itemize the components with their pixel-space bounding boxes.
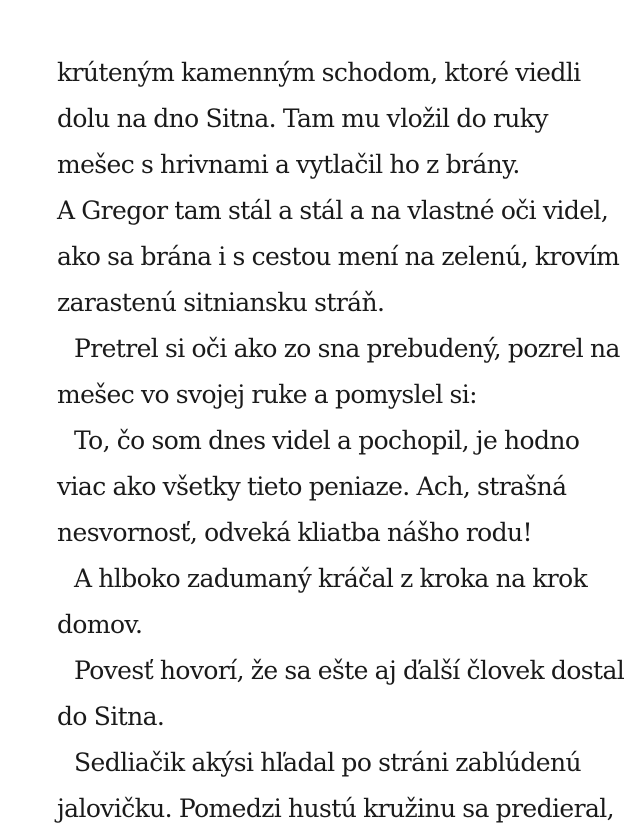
page-text	[57, 50, 625, 832]
text-line: jalovičku. Pomedzi hustú kružinu sa predieral,	[57, 794, 615, 823]
text-line: A hlboko zadumaný kráčal z kroka na krok	[74, 564, 588, 593]
text-line: dolu na dno Sitna. Tam mu vložil do ruky	[57, 104, 548, 133]
text-line: mešec vo svojej ruke a pomyslel si:	[57, 380, 477, 409]
text-line: ako sa brána i s cestou mení na zelenú, krovím	[57, 242, 620, 271]
text-line: A Gregor tam stál a stál a na vlastné oči videl,	[57, 196, 609, 225]
text-line: domov.	[57, 610, 143, 639]
text-line: To, čo som dnes videl a pochopil, je hodno	[74, 426, 580, 455]
text-line: Povesť hovorí, že sa ešte aj ďalší človek dostal	[74, 656, 625, 685]
text-line: Pretrel si oči ako zo sna prebudený, pozrel na	[74, 334, 620, 363]
text-line: Sedliačik akýsi hľadal po stráni zablúdenú	[74, 748, 581, 777]
text-line: zarastenú sitniansku stráň.	[57, 288, 385, 317]
text-line: viac ako všetky tieto peniaze. Ach, strašná	[57, 472, 567, 501]
text-line: krúteným kamenným schodom, ktoré viedli	[57, 58, 581, 87]
text-line: do Sitna.	[57, 702, 165, 731]
text-line: mešec s hrivnami a vytlačil ho z brány.	[57, 150, 520, 179]
text-line: nesvornosť, odveká kliatba nášho rodu!	[57, 518, 532, 547]
